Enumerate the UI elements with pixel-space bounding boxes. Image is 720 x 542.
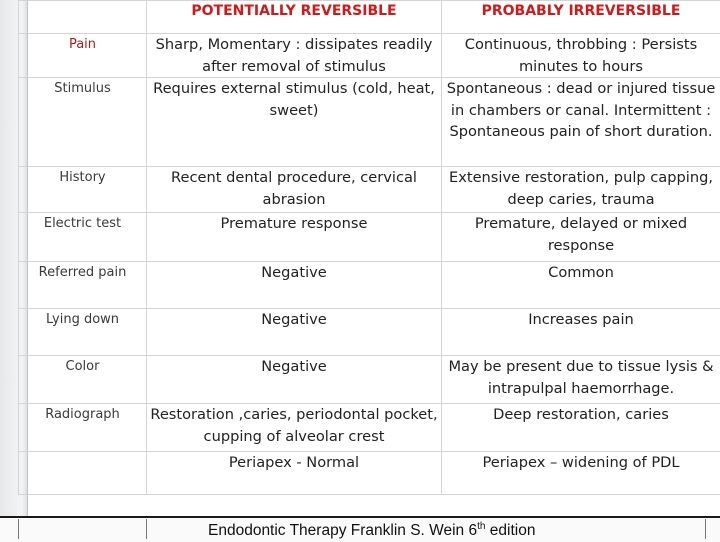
cell-reversible: Negative [147,262,442,309]
row-label-electric-test: Electric test [19,213,147,262]
table-row [19,404,720,452]
table-row [19,262,720,309]
table-row [19,78,720,167]
footer-divider [705,519,716,539]
cell-irreversible: Extensive restoration, pulp capping, deep caries, trauma [442,167,720,213]
cell-irreversible: Common [442,262,720,309]
table-header-row [19,1,720,34]
cell-reversible: Negative [147,356,442,404]
footer-citation-suffix: edition [485,522,535,539]
cell-irreversible: May be present due to tissue lysis & intrapulpal haemorrhage. [442,356,720,404]
cell-reversible: Restoration ,caries, periodontal pocket, cupping of alveolar crest [147,404,442,452]
row-label-history: History [19,167,147,213]
table-row [19,309,720,356]
cell-reversible: Negative [147,309,442,356]
cell-irreversible: Continuous, throbbing : Persists minutes to hours [442,34,720,78]
cell-irreversible: Spontaneous : dead or injured tissue in chambers or canal. Intermittent : Spontaneous pain of short duration. [442,78,720,167]
footer-divider [146,519,157,539]
footer-citation-text: Endodontic Therapy Franklin S. Wein 6 [208,522,477,539]
header-blank-cell [19,1,147,34]
table-row [19,167,720,213]
cell-reversible: Periapex - Normal [147,452,442,495]
row-label-lying-down: Lying down [19,309,147,356]
header-irreversible: PROBABLY IRREVERSIBLE [442,1,720,34]
cell-reversible: Requires external stimulus (cold, heat, sweet) [147,78,442,167]
cell-irreversible: Increases pain [442,309,720,356]
cell-reversible: Premature response [147,213,442,262]
row-label-color: Color [19,356,147,404]
cell-irreversible: Premature, delayed or mixed response [442,213,720,262]
footer-citation [208,521,535,540]
cell-irreversible: Deep restoration, caries [442,404,720,452]
footer-citation-bar [0,516,720,542]
row-label-referred-pain: Referred pain [19,262,147,309]
footer-citation-superscript: th [477,521,485,532]
footer-divider [18,519,29,539]
table-row [19,34,720,78]
row-label-radiograph: Radiograph [19,404,147,452]
row-label-pain: Pain [19,34,147,78]
header-reversible: POTENTIALLY REVERSIBLE [147,1,442,34]
cell-reversible: Recent dental procedure, cervical abrasion [147,167,442,213]
table-row [19,452,720,495]
comparison-table [18,0,720,495]
cell-reversible: Sharp, Momentary : dissipates readily after removal of stimulus [147,34,442,78]
table-row [19,356,720,404]
table-row [19,213,720,262]
row-label-empty [19,452,147,495]
row-label-stimulus: Stimulus [19,78,147,167]
cell-irreversible: Periapex – widening of PDL [442,452,720,495]
